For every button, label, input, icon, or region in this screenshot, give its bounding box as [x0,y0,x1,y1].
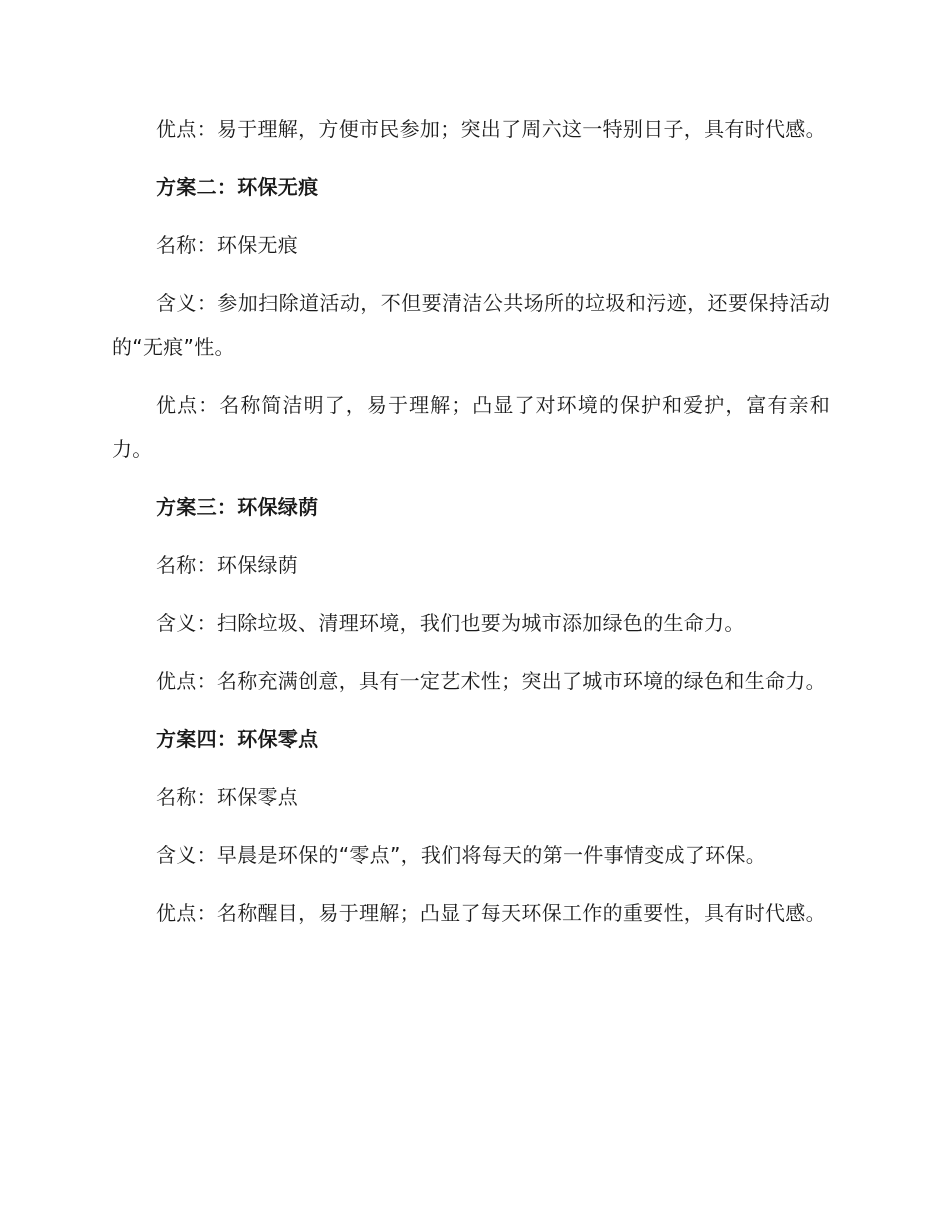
heading-plan-3: 方案三：环保绿荫 [156,495,319,519]
paragraph-advantages-2: 优点：名称简洁明了，易于理解；凸显了对环境的保护和爱护，富有亲和力。 [112,393,830,461]
paragraph-advantages-3: 优点：名称充满创意，具有一定艺术性；突出了城市环境的绿色和生命力。 [156,669,826,693]
paragraph-name-3: 名称：环保绿荫 [156,553,299,577]
paragraph-name-4: 名称：环保零点 [156,785,299,809]
paragraph-meaning-2: 含义：参加扫除道活动，不但要清洁公共场所的垃圾和污迹，还要保持活动的“无痕”性。 [112,291,830,359]
document-body [112,107,830,949]
paragraph-advantages-4: 优点：名称醒目，易于理解；凸显了每天环保工作的重要性，具有时代感。 [156,901,826,925]
heading-plan-2: 方案二：环保无痕 [156,175,319,199]
paragraph-name-2: 名称：环保无痕 [156,233,299,257]
paragraph-meaning-3: 含义：扫除垃圾、清理环境，我们也要为城市添加绿色的生命力。 [156,611,745,635]
paragraph-advantages-1: 优点：易于理解，方便市民参加；突出了周六这一特别日子，具有时代感。 [156,117,826,141]
paragraph-meaning-4: 含义：早晨是环保的“零点”，我们将每天的第一件事情变成了环保。 [156,843,767,867]
heading-plan-4: 方案四：环保零点 [156,727,319,751]
